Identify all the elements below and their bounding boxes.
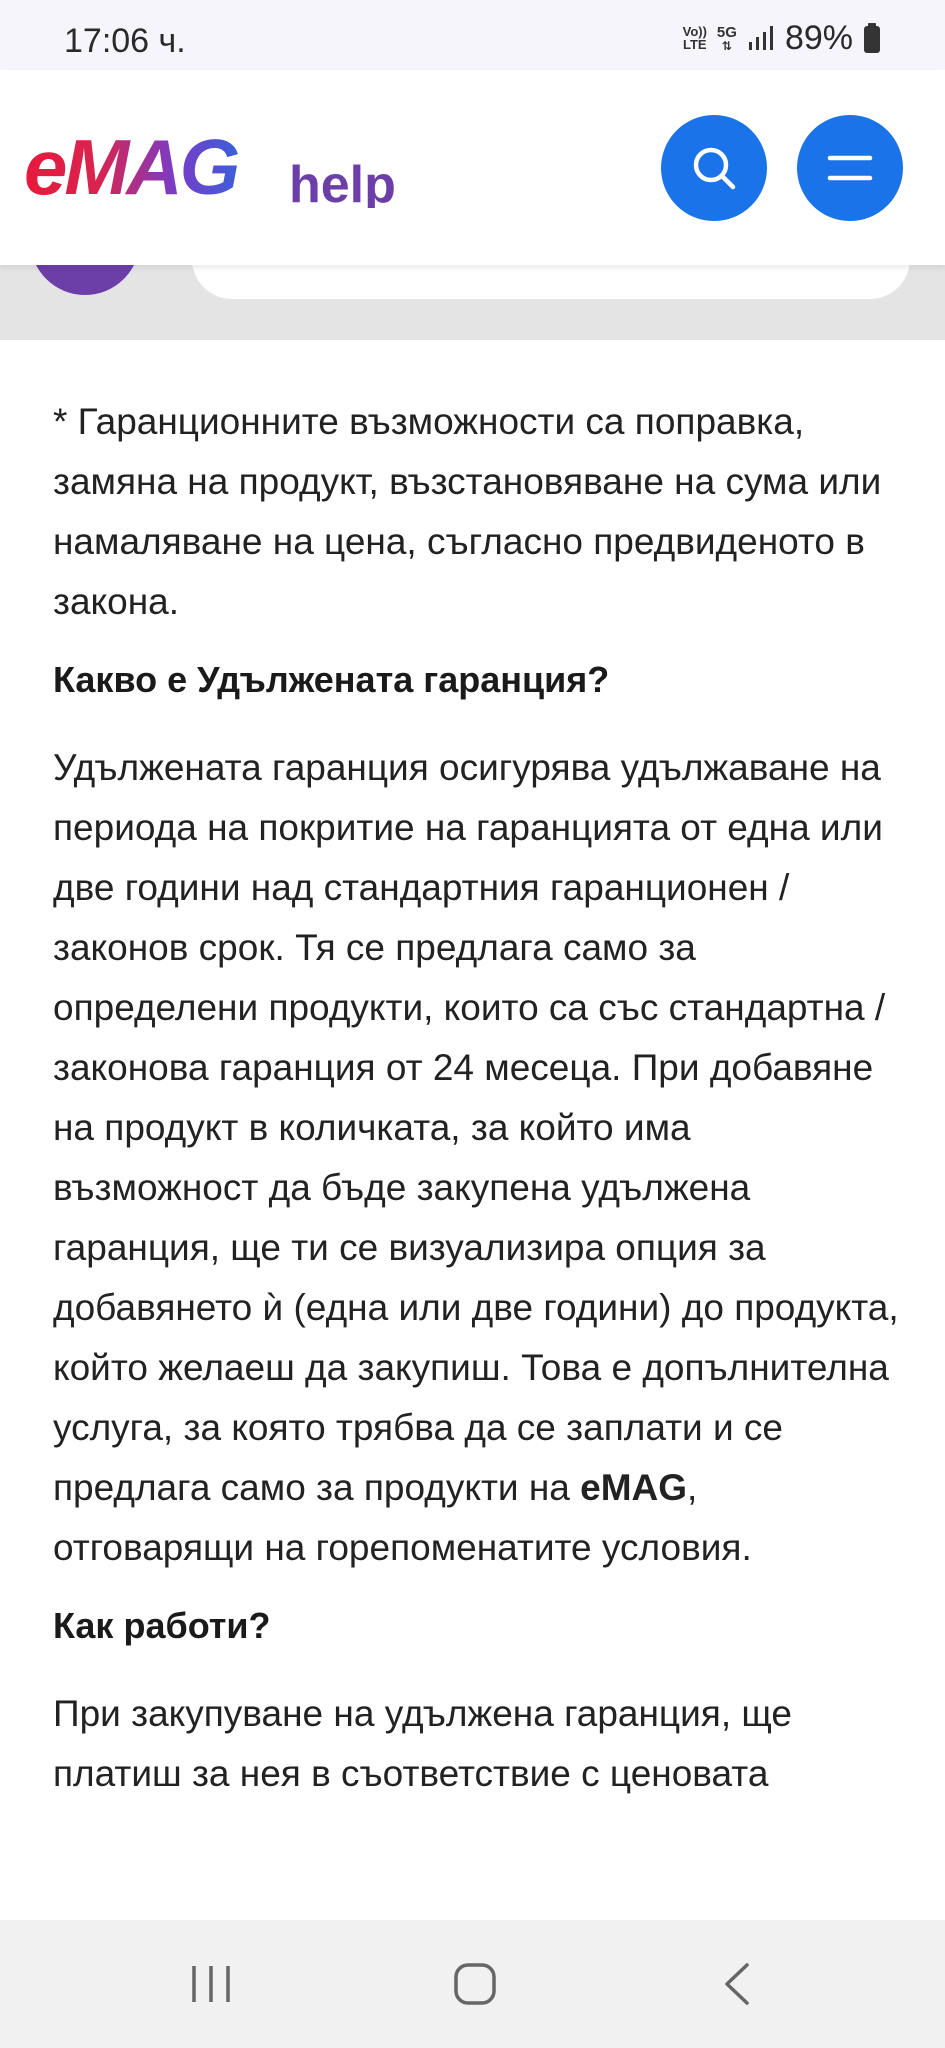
site-header [0,70,945,265]
paragraph-how-it-works: При закупуване на удължена гаранция, ще платиш за нея в съответствие с ценовата [53,1693,792,1794]
network-5g-icon: 5G ⇅ [716,23,737,53]
system-navigation-bar [0,1920,945,2048]
header-shadow-strip [0,265,945,340]
back-icon [722,1962,752,2006]
search-button[interactable] [661,115,767,221]
hamburger-menu-icon [827,153,873,183]
paragraph-warranty-options: * Гаранционните възможности са поправка, замяна на продукт, възстановяване на сума или намаляване на цена, съгласно предвиденото в закона. [53,401,882,622]
home-button[interactable] [453,1962,497,2011]
emag-help-logo[interactable] [24,128,414,213]
search-card-edge [192,265,910,299]
signal-icon [747,24,775,52]
recent-apps-button[interactable] [190,1964,232,2009]
status-time: 17:06 ч. [64,22,186,60]
heading-how-it-works: Как работи? [53,1605,271,1646]
status-icons [683,20,881,56]
avatar [30,265,140,295]
battery-percentage: 89% [784,18,853,57]
status-bar [0,0,945,70]
back-button[interactable] [722,1962,752,2011]
battery-icon [863,23,881,53]
search-icon [691,145,737,191]
home-icon [453,1962,497,2006]
svg-text:help: help [289,156,396,208]
recent-apps-icon [190,1964,232,2004]
paragraph-extended-warranty: Удължената гаранция осигурява удължаване на периода на покритие на гаранцията от една или две години над стандартния гаранционен / законов срок. Тя се предлага само за определени продукти, които са със стандартна / законова гаранция от 24 месеца. При добавяне на продукт в количката, за който има възможност да бъде закупена удължена гаранция, ще ти се визуализира опция за добавянето ѝ (една или две години) до продукта, който желаеш да закупиш. Това е допълнителна услуга, за която трябва да се заплати и се предлага само за продукти на eMAG, отговарящи на горепоменатите условия. [53,747,899,1568]
logo-graphic [24,128,414,208]
emag-brand-text: eMAG [580,1467,688,1508]
menu-button[interactable] [797,115,903,221]
volte-icon: Vo)) LTE [682,24,707,52]
svg-text:eMAG: eMAG [24,128,238,208]
article-content [53,392,903,1822]
heading-extended-warranty: Какво е Удължената гаранция? [53,659,610,700]
